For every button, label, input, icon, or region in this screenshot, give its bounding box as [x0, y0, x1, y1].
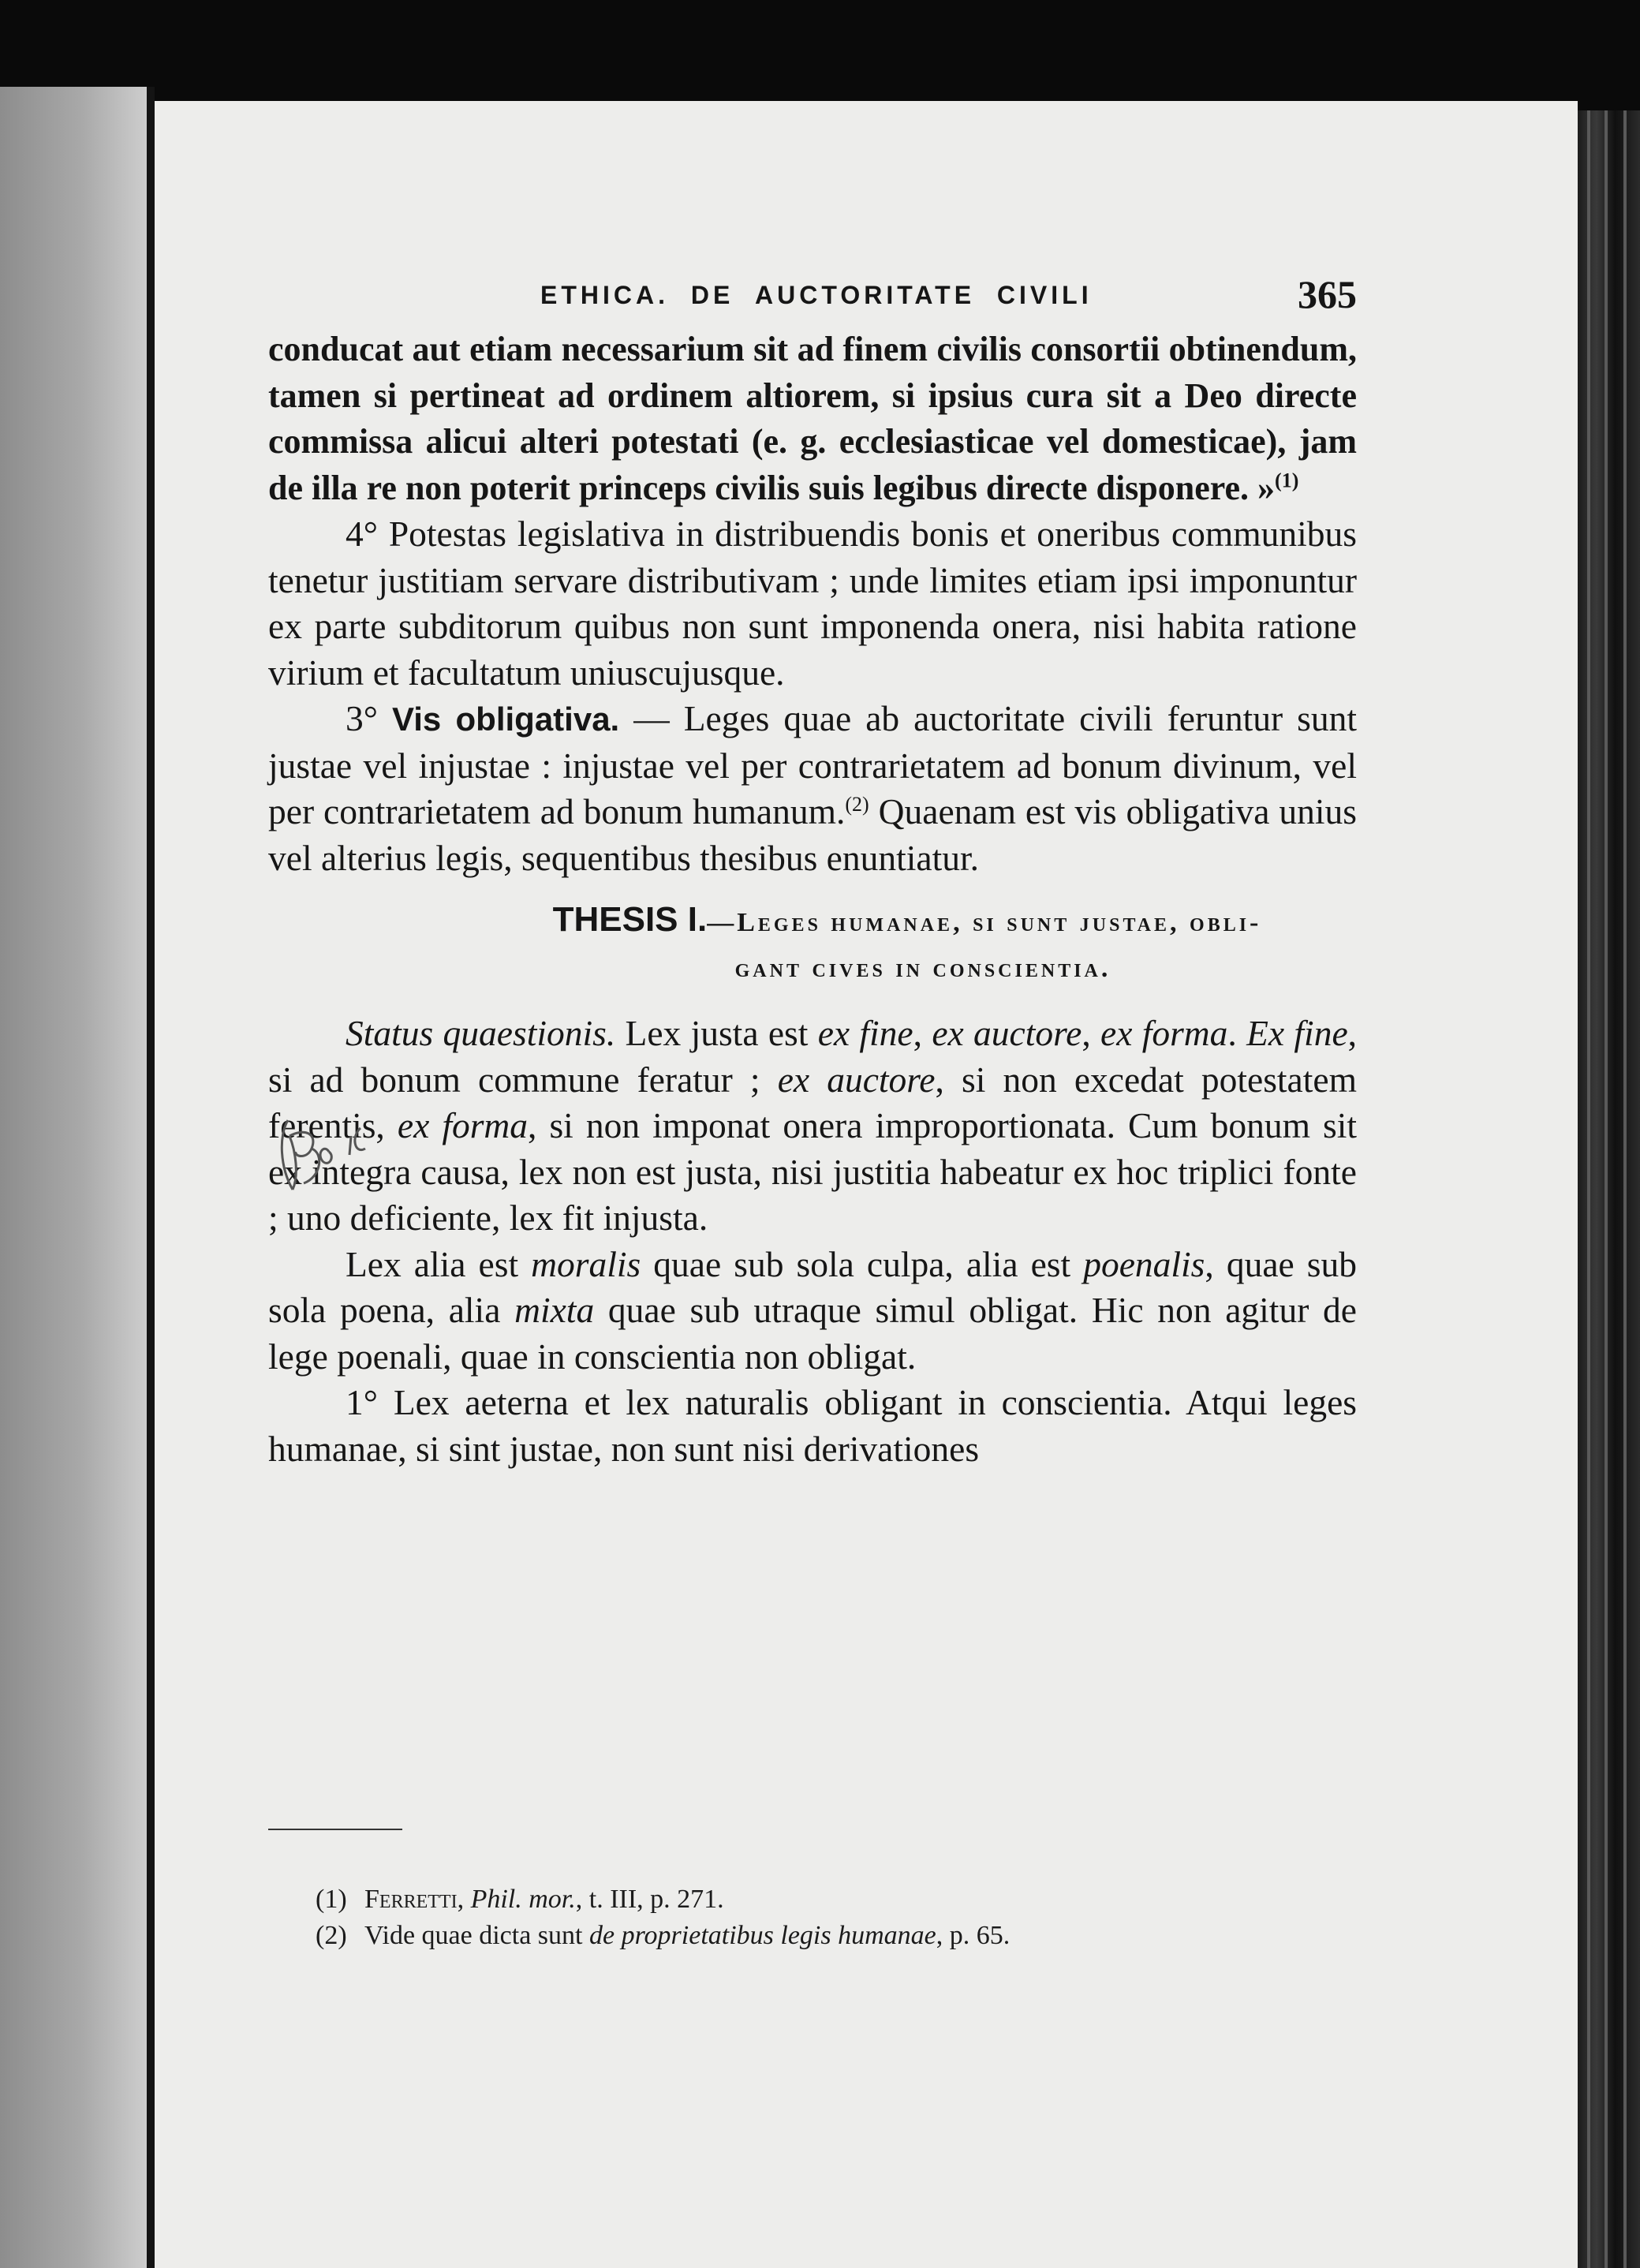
- page-text-block: [268, 260, 1357, 1472]
- paragraph-text: Lex aeterna et lex naturalis obligant in conscientia. Atqui leges humanae, si sint justae, non sunt nisi derivationes: [268, 1382, 1357, 1469]
- italic-term: ex auctore: [932, 1013, 1082, 1053]
- handwritten-marginal-note: [272, 1104, 406, 1199]
- thesis-line-2: gant cives in conscientia.: [734, 954, 1111, 983]
- paragraph-argument-1: [268, 1380, 1357, 1472]
- footnote-author: Ferretti: [364, 1885, 458, 1914]
- book-spine: [147, 87, 155, 2268]
- paragraph-lex-alia: [268, 1242, 1357, 1381]
- text-run: Lex alia est: [346, 1243, 532, 1284]
- page-header: [268, 260, 1357, 323]
- footnotes: [316, 1881, 1373, 1954]
- text-run: quae sub utraque simul obligat. Hic non agitur de lege poenali, quae in conscientia non obligat.: [268, 1290, 1357, 1377]
- section-lead: Status quaestionis.: [346, 1013, 616, 1053]
- footnote-citation: , t. III, p. 271.: [575, 1885, 724, 1914]
- paragraph-status-quaestionis: [268, 1011, 1357, 1242]
- italic-term: Ex fine: [1246, 1013, 1348, 1053]
- italic-term: moralis: [531, 1243, 641, 1284]
- italic-term: ex forma: [397, 1105, 529, 1145]
- footnote-1: [316, 1881, 1373, 1918]
- footnote-separator: [268, 1829, 402, 1830]
- facing-page-edge: [0, 87, 150, 2268]
- paragraph-continuation: [268, 327, 1357, 511]
- page-number: 365: [1298, 272, 1357, 316]
- paragraph-vis-obligativa: [268, 696, 1357, 881]
- paragraph-text: Potestas legislativa in distribuendis bonis et oneribus communibus tenetur justitiam servare distributivam ; unde limites etiam ipsi imponuntur ex parte subditorum quibus non sunt imponenda onera, nisi habita ratione virium et facultatum uniuscujusque.: [268, 514, 1357, 693]
- paragraph-text: conducat aut etiam necessarium sit ad finem civilis consortii obtinendum, tamen si pertineat ad ordinem altiorem, si ipsius cura sit a Deo directe commissa alicui alteri potestati (e. g. ecclesiasticae vel domesticae), jam de illa re non poterit princeps civilis suis legibus directe disponere. »: [268, 330, 1357, 507]
- text-run: ,: [1082, 1013, 1100, 1053]
- paragraph-number: 4°: [346, 514, 378, 554]
- footnote-ref-2: (2): [845, 792, 869, 816]
- thesis-label: THESIS I.: [552, 900, 708, 939]
- text-run: Lex justa est: [615, 1013, 818, 1053]
- italic-term: ex auctore: [777, 1059, 936, 1100]
- paragraph-number: 1°: [346, 1382, 378, 1422]
- section-lead: Vis obligativa.: [391, 701, 620, 738]
- paragraph-text: Quaenam est vis obligativa unius vel alterius legis, sequentibus thesibus enuntiatur.: [268, 791, 1358, 878]
- text-run: , si non imponat onera improportionata. Cum bonum sit ex integra causa, lex non est justa, nisi justitia habeatur ex hoc triplici fonte ; uno deficiente, lex fit injusta.: [268, 1105, 1357, 1238]
- paragraph-number: 3°: [346, 698, 378, 738]
- italic-term: mixta: [514, 1290, 595, 1330]
- italic-term: ex fine: [817, 1013, 913, 1053]
- text-run: , si non excedat potestatem ferentis,: [268, 1059, 1357, 1145]
- running-title: ETHICA. DE AUCTORITATE CIVILI: [540, 281, 1093, 309]
- footnote-mark: (1): [316, 1885, 347, 1914]
- paragraph-potestas: [268, 511, 1357, 696]
- footnote-work: de proprietatibus legis humanae: [588, 1921, 936, 1950]
- thesis-line-1: —Leges humanae, si sunt justae, obli-: [707, 908, 1262, 937]
- italic-term: poenalis: [1083, 1243, 1205, 1284]
- text-run: ,: [457, 1885, 471, 1914]
- footnote-citation: , p. 65.: [936, 1921, 1011, 1950]
- footnote-work: Phil. mor.: [470, 1885, 576, 1914]
- footnote-mark: (2): [316, 1921, 347, 1950]
- text-run: , quae sub sola poena, alia: [268, 1243, 1357, 1330]
- italic-term: ex forma: [1100, 1013, 1228, 1053]
- text-run: .: [1227, 1013, 1247, 1053]
- text-run: , si ad bonum commune feratur ;: [268, 1013, 1358, 1100]
- footnote-ref-1: (1): [1275, 468, 1299, 491]
- paragraph-text: — Leges quae ab auctoritate civili feruntur sunt justae vel injustae : injustae vel per contrarietatem ad bonum divinum, vel per contrarietatem ad bonum humanum.: [268, 698, 1358, 831]
- footnote-2: [316, 1918, 1373, 1954]
- text-run: Vide quae dicta sunt: [364, 1921, 589, 1950]
- text-run: ,: [913, 1013, 932, 1053]
- thesis-heading: [268, 897, 1357, 992]
- text-run: quae sub sola culpa, alia est: [641, 1243, 1084, 1284]
- page-stack-edge: [1578, 110, 1640, 2268]
